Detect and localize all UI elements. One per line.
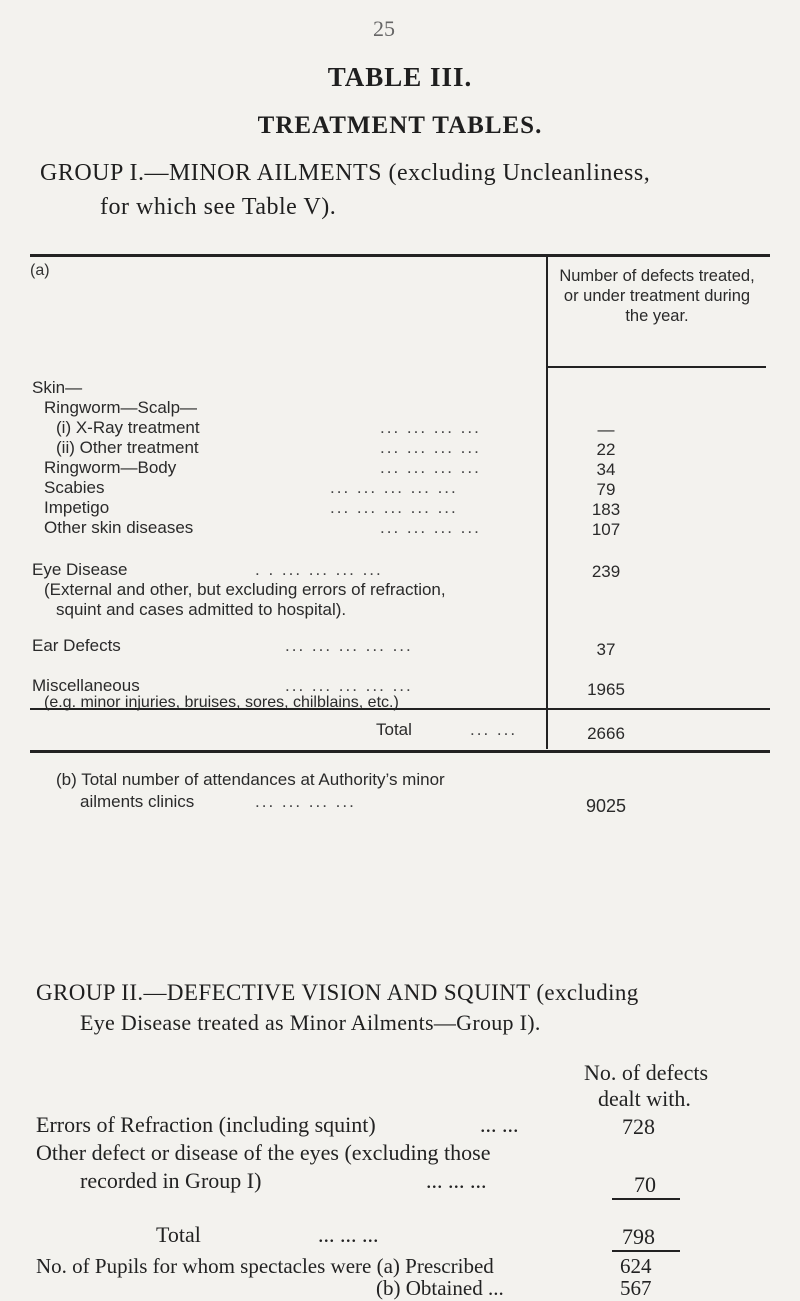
row-label: Impetigo	[44, 498, 110, 517]
row-value: 183	[591, 500, 621, 519]
row-label: (ii) Other treatment	[56, 438, 199, 457]
row-label: (i) X-Ray treatment	[56, 418, 200, 437]
leader-dots: ... ... ...	[318, 1222, 379, 1247]
group2-total-value: 798	[622, 1224, 655, 1249]
group2-column-header-cont: dealt with.	[598, 1086, 691, 1111]
ear-defects-value: 37	[596, 640, 616, 659]
page-subtitle: TREATMENT TABLES.	[257, 112, 543, 139]
attendances-label-cont: ailments clinics	[80, 792, 195, 811]
leader-dots: ... ... ... ... ...	[285, 636, 413, 655]
total-value: 2666	[587, 724, 625, 743]
eye-disease-label: Eye Disease	[32, 560, 128, 579]
other-eye-defect-label: Other defect or disease of the eyes (excluding those	[36, 1140, 491, 1165]
table-bottom-rule	[30, 750, 770, 753]
table-top-rule	[30, 254, 770, 257]
group1-heading: GROUP I.—MINOR AILMENTS (excluding Uncleanliness,	[40, 160, 651, 186]
leader-dots: ... ...	[480, 1112, 519, 1137]
group1-heading-cont: for which see Table V).	[100, 194, 337, 220]
leader-dots: ... ... ... ...	[380, 518, 481, 537]
row-value: 22	[596, 440, 616, 459]
row-value: 107	[591, 520, 621, 539]
attendances-label: (b) Total number of attendances at Authority’s minor	[56, 770, 445, 789]
attendances-value: 9025	[585, 796, 627, 816]
page-number: 25	[373, 16, 395, 41]
spectacles-prescribed-value: 624	[620, 1254, 652, 1278]
group2-total-rule	[612, 1198, 680, 1200]
page-title: TABLE III.	[327, 62, 473, 92]
row-label: Other skin diseases	[44, 518, 194, 537]
ear-defects-label: Ear Defects	[32, 636, 121, 655]
leader-dots: ... ... ... ... ...	[285, 676, 413, 695]
ringworm-scalp-label: Ringworm—Scalp—	[44, 398, 198, 417]
leader-dots: ... ...	[470, 720, 518, 739]
group2-total-label: Total	[156, 1222, 201, 1247]
total-label: Total	[376, 720, 412, 739]
table-column-divider	[546, 257, 548, 749]
leader-dots: ... ... ... ... ...	[330, 478, 458, 497]
spectacles-obtained-value: 567	[620, 1276, 652, 1300]
refraction-value: 728	[622, 1114, 655, 1139]
group2-heading: GROUP II.—DEFECTIVE VISION AND SQUINT (excluding	[36, 980, 639, 1005]
miscellaneous-value: 1965	[587, 680, 625, 699]
spectacles-obtained-label: (b) Obtained ...	[376, 1276, 504, 1300]
leader-dots: ... ... ... ... ...	[330, 498, 458, 517]
row-label: Scabies	[44, 478, 105, 497]
other-eye-defect-label-cont: recorded in Group I)	[80, 1168, 262, 1193]
skin-label: Skin—	[32, 378, 83, 397]
spectacles-prescribed-label: No. of Pupils for whom spectacles were (a) Prescribed	[36, 1254, 494, 1278]
row-label: Ringworm—Body	[44, 458, 177, 477]
group2-total-underline	[612, 1250, 680, 1252]
header-underline	[546, 366, 766, 368]
leader-dots: ... ... ... ...	[255, 792, 356, 811]
row-value: 34	[596, 460, 616, 479]
leader-dots: . . ... ... ... ...	[255, 560, 383, 579]
column-a-label: (a)	[30, 262, 50, 279]
group2-heading-cont: Eye Disease treated as Minor Ailments—Group I).	[80, 1010, 541, 1035]
miscellaneous-note: (e.g. minor injuries, bruises, sores, chilblains, etc.)	[44, 694, 399, 711]
group2-column-header: No. of defects	[584, 1060, 709, 1085]
leader-dots: ... ... ... ...	[380, 458, 481, 477]
leader-dots: ... ... ... ...	[380, 438, 481, 457]
eye-disease-note: (External and other, but excluding errors of refraction,	[44, 580, 446, 599]
refraction-label: Errors of Refraction (including squint)	[36, 1112, 376, 1137]
row-value: —	[597, 420, 615, 439]
miscellaneous-label: Miscellaneous	[32, 676, 140, 695]
leader-dots: ... ... ...	[426, 1168, 487, 1193]
row-value: 79	[596, 480, 616, 499]
eye-disease-value: 239	[591, 562, 621, 581]
eye-disease-note-cont: squint and cases admitted to hospital).	[56, 600, 347, 619]
column-header: Number of defects treated, or under treatment during the year.	[559, 267, 755, 325]
other-eye-defect-value: 70	[634, 1172, 656, 1197]
leader-dots: ... ... ... ...	[380, 418, 481, 437]
